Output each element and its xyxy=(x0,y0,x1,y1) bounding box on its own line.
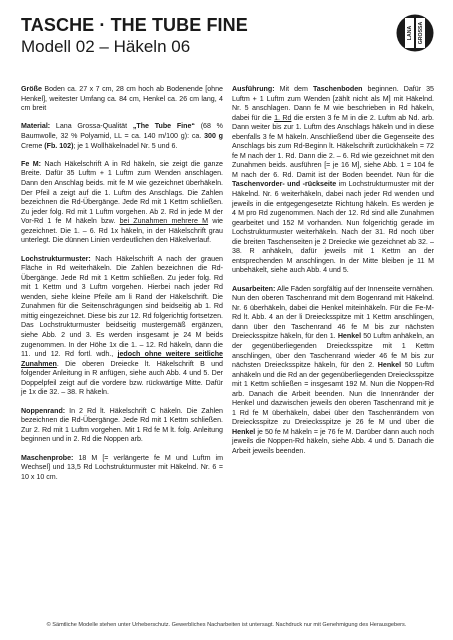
text-run: Boden ca. 27 x 7 cm, 28 cm hoch ab Bodenende [ohne Henkel], weitester Umfang ca. 84 cm, Henkel ca. 26 cm lang, 4 cm breit xyxy=(21,85,223,113)
instruction-paragraph xyxy=(21,122,223,151)
text-run: Fe M: xyxy=(21,159,41,168)
svg-text:LANA: LANA xyxy=(406,25,413,41)
instruction-paragraph xyxy=(21,407,223,445)
text-run: Henkel xyxy=(377,361,402,370)
copyright-footer: © Sämtliche Modelle stehen unter Urheberschutz. Gewerbliches Nacharbeiten ist untersagt. Nachdruck nur mit Genehmigung des Herausgebers. xyxy=(46,622,407,628)
text-run: 50 Luftm anhäkeln und die Rd an der gegenüberliegenden Dreiecksspitze mit 1 Kettm schließen = insgesamt 192 M. Nun die Noppen-Rd arb. Danach die Arbeit beenden. Nun die Innenränder der Henkel und dazwischen jeweils den oberen Taschenrand mit je 1 Rd fe M überhäkeln, dabei über den Taschenrändern von Dreiecksspitze zu Dreiecksspitze je 26 fe M und über die xyxy=(232,361,434,427)
text-run: . Die oberen Dreiecke lt. Häkelschrift B und folgender Anleitung in R anfügen, siehe auch Abb. 4 und 5. Der Doppelpfeil zeigt auf die vordere bzw. rückwärtige Mitte. Dafür je 1x die 32. – 38. R häkeln. xyxy=(21,359,223,397)
text-run: 18 M [= verlängerte fe M und Luftm im Wechsel] und 13,5 Rd Lochstrukturmuster mit Häkelnd. Nr. 6 = 10 x 10 cm. xyxy=(21,453,223,481)
instructions-right-column xyxy=(232,85,434,465)
text-run: ; je 1 Wollhäkelnadel Nr. 5 und 6. xyxy=(73,141,178,150)
text-run: „The Tube Fine“ xyxy=(132,122,195,131)
text-run: beginnen. Dafür 35 Luftm + 1 Luftm zum Wenden [zählt nicht als M] mit Häkelnd. Nr. 5 anschlagen. Dann fe M wie beschrieben in Rd häkeln, dabei für die xyxy=(232,85,434,122)
text-run: Größe xyxy=(21,85,42,93)
text-run: (68 % Baumwolle, 32 % Polyamid, LL = ca. 140 m/100 g): ca. xyxy=(21,122,223,140)
instructions-left-column xyxy=(21,85,223,491)
instruction-paragraph xyxy=(21,454,223,483)
text-run: je 50 fe M häkeln = je 76 fe M. Darüber dann auch noch jeweils die Noppen-Rd häkeln, siehe Abb. 4 und 5. Danach die Arbeit jeweils beenden. xyxy=(232,427,434,456)
text-run: 1. Rd xyxy=(274,113,292,122)
text-run: In 2 Rd lt. Häkelschrift C häkeln. Die Zahlen bezeichnen die Rd-Übergänge. Jede Rd mit 1 Kettm schließen. Zur 2. Rd mit 1 Luftm vorgehen. Mit 1 Rd fe M lt. folg. Anleitung beginnen und in 2. Rd die Noppen arb. xyxy=(21,406,223,444)
page-subtitle: Modell 02 – Häkeln 06 xyxy=(21,37,191,56)
lana-grossa-logo xyxy=(396,14,434,52)
text-run: Mit dem xyxy=(274,85,313,93)
text-run: Creme xyxy=(21,141,45,150)
text-run: Ausarbeiten: xyxy=(232,284,276,293)
instruction-paragraph xyxy=(21,85,223,114)
text-run: im Lochstrukturmuster mit der Häkelnd. Nr. 6 weiterhäkeln, dabei nach jeder Rd wenden und jeweils in die entgegengesetzte Richtung häkeln. Es werden je 4 M pro Rd zugenommen. Nach der 12. Rd sind alle Zunahmen gearbeitet und 152 M vorhanden. Nun folgerichtig gerade im Lochstrukturmuster weiterhäkeln. Nach der 31. Rd noch über die breiten Taschenseiten je 2 Dreiecke wie gezeichnet ab 32. – 38. R anhäkeln, dafür jeweils mit 1 Kettm an der entsprechenden M anschlingen. In der Mitte bleiben je 11 M unbehäkelt, siehe auch Abb. 4 und 5. xyxy=(232,180,434,275)
text-run: bei Zunahmen mehrere M xyxy=(119,217,209,226)
text-run: Lochstrukturmuster: xyxy=(21,254,91,263)
page-title: TASCHE · THE TUBE FINE xyxy=(21,15,248,35)
text-run: Taschenboden xyxy=(312,85,363,93)
text-run: Lana Grossa-Qualität xyxy=(50,122,133,131)
text-run: Noppenrand: xyxy=(21,406,66,415)
text-run: Material: xyxy=(21,122,51,131)
text-run: die ersten 3 fe M in die 2. Luftm ab Nd. arb. Dann weiter bis zur 1. Luftm des Anschlags häkeln und in diese ebenfalls 3 fe M häkeln. Anschließend über die Gegenseite des Anschlags bis zum Rd-Beginn lt. Häkelschrift zurückhäkeln = 72 fe M nach der 1. Rd. Dann die 2. – 6. Rd wie gezeichnet mit den Zunahmen beids. ausführen [= je 16 M], siehe Abb. 1 = 104 fe M nach der 6. Rd. Damit ist der Boden beendet. Nun für die xyxy=(232,113,434,179)
instruction-paragraph xyxy=(232,85,434,276)
instruction-paragraph xyxy=(232,285,434,457)
text-run: jedoch ohne weitere seitliche Zunahmen xyxy=(21,350,223,368)
svg-text:GROSSA: GROSSA xyxy=(417,21,424,45)
text-run: wie gezeichnet. Die 1. – 6. Rd 1x häkeln, in der Häkelschrift grau unterlegt. Die dünnen Linien verdeutlichen den Häkelverlauf. xyxy=(21,217,223,245)
text-run: Alle Fäden sorgfältig auf der Innenseite vernähen. Nun den oberen Taschenrand mit dem Bogenrand mit Häkelnd. Nr. 6 überhäkeln, dabei die Henkel miteinhäkeln. Für die Fe-M-Rd lt. Abb. 4 an der li Dreiecksspitze mit 1 Kettm anschlingen, dann über den Taschenrand 46 fe M bis zur nächsten Dreiecksspitze häkeln, für den 1. xyxy=(232,284,434,341)
text-run: Taschenvorder- und -rückseite xyxy=(232,180,337,189)
text-run: Maschenprobe: xyxy=(21,453,74,462)
instruction-paragraph xyxy=(21,160,223,246)
text-run: Ausführung: xyxy=(232,85,275,93)
text-run: Nach Häkelschrift A in Rd häkeln, sie zeigt die ganze Breite. Dafür 35 Luftm + 1 Luftm zum Wenden anschlagen. Dann den Anschlag beids. mit fe M wie gezeichnet überhäkeln. Der Pfeil a zeigt auf die 1. Luftm des Anschlags. Die Zahlen bezeichnen die Rd-Übergänge. Jede Rd mit 1 Kettm schließen. Zu jeder folg. Rd mit 1 Luftm vorgehen. Ab 2. Rd in jede M der Vor-Rd 1 fe M häkeln bzw. xyxy=(21,159,223,226)
text-run: Nach Häkelschrift A nach der grauen Fläche in Rd weiterhäkeln. Die Zahlen bezeichnen die Rd-Übergänge. Jede Rd mit 1 Kettm schließen. Zu jeder folg. Rd mit 1 Kettm und 3 Luftm vorgehen. Hierbei nach jeder Rd wenden, siehe kleine Pfeile am li Rand der Häkelschrift. Die Zunahmen für die Seitenschrägungen sind beidseitig ab 1. Rd mittig eingezeichnet. Diese bis zur 12. Rd folgerichtig fortsetzen. Das Lochstrukturmuster beidseitig mustergemäß ergänzen, siehe Abb. 2 und 3. Es werden insgesamt je 24 M beids zugenommen. In der Höhe 1x die 1. – 12. Rd häkeln, dann die 11. und 12. Rd fortl. wdh., xyxy=(21,254,223,359)
text-run: (Fb. 102) xyxy=(44,141,74,150)
text-run: Henkel xyxy=(337,332,362,341)
text-run: 50 Luftm anhäkeln, an der gegenüberliegenden Dreiecksspitze mit 1 Kettm anschlingen, über den Taschenrand wieder 46 fe M bis zur nächsten Dreiecksspitze häkeln, für den 2. xyxy=(232,332,434,370)
instruction-paragraph xyxy=(21,255,223,398)
text-run: 300 g xyxy=(204,131,224,140)
text-run: Henkel xyxy=(232,427,256,436)
page-header xyxy=(21,14,361,58)
